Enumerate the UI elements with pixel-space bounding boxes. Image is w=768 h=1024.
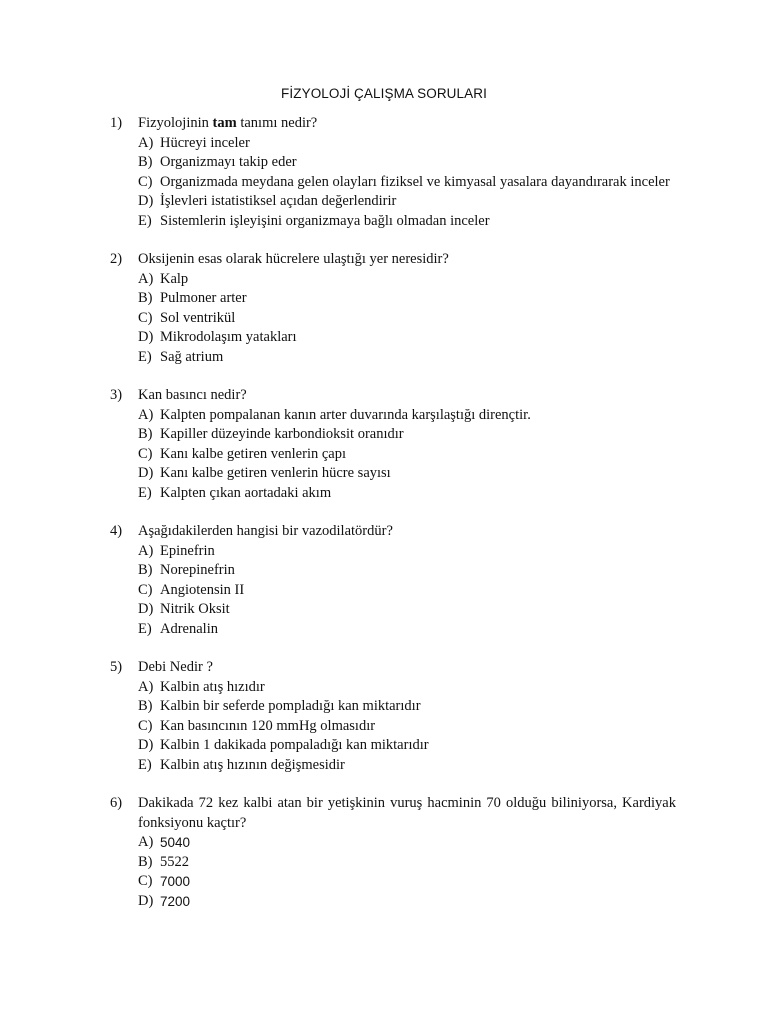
option-list	[138, 833, 676, 911]
question-number: 4)	[110, 523, 123, 539]
option-text: Kapiller düzeyinde karbondioksit oranıdır	[160, 426, 404, 442]
option-letter: D)	[138, 329, 154, 345]
option-letter: A)	[138, 678, 154, 695]
option-b	[138, 561, 676, 581]
option-list	[138, 406, 676, 504]
option-e	[138, 756, 676, 776]
option-text: Organizmada meydana gelen olayları fiziksel ve kimyasal yasalara dayandırarak inceler	[160, 173, 670, 190]
question-text: Debi Nedir ?	[138, 659, 213, 675]
option-text: Kalbin atış hızıdır	[160, 678, 265, 695]
option-letter: E)	[138, 484, 152, 501]
option-d	[138, 736, 676, 756]
option-b	[138, 697, 676, 717]
option-letter: E)	[138, 620, 152, 637]
question-number: 6)	[110, 795, 123, 811]
option-text: Epinefrin	[160, 542, 215, 559]
option-letter: D)	[138, 892, 154, 909]
option-list	[138, 678, 676, 776]
option-letter: D)	[138, 737, 154, 753]
option-text: Sistemlerin işleyişini organizmaya bağlı olmadan inceler	[160, 212, 490, 229]
option-a	[138, 678, 676, 698]
option-text: Kalpten pompalanan kanın arter duvarında karşılaştığı dirençtir.	[160, 406, 531, 423]
option-c	[138, 581, 676, 601]
option-text: Kalbin atış hızının değişmesidir	[160, 756, 345, 773]
option-b	[138, 153, 676, 173]
option-c	[138, 445, 676, 465]
question-3	[110, 386, 676, 503]
question-1	[110, 114, 676, 231]
option-a	[138, 406, 676, 426]
option-letter: D)	[138, 465, 154, 481]
option-letter: C)	[138, 309, 153, 326]
option-letter: C)	[138, 445, 153, 462]
option-b	[138, 425, 676, 445]
option-c	[138, 717, 676, 737]
document-title: FİZYOLOJİ ÇALIŞMA SORULARI	[281, 86, 487, 101]
option-letter: D)	[138, 601, 154, 617]
question-list	[110, 114, 676, 930]
option-b	[138, 289, 676, 309]
option-a	[138, 270, 676, 290]
option-c	[138, 173, 676, 193]
option-text: Kalp	[160, 270, 189, 287]
option-letter: A)	[138, 834, 154, 850]
option-letter: A)	[138, 270, 154, 287]
question-text-emphasis: tam	[212, 115, 237, 131]
option-list	[138, 270, 676, 368]
option-c	[138, 309, 676, 329]
option-d	[138, 328, 676, 348]
question-number: 3)	[110, 387, 123, 403]
option-text: Sol ventrikül	[160, 309, 236, 326]
option-d	[138, 600, 676, 620]
option-text: Kanı kalbe getiren venlerin çapı	[160, 445, 347, 462]
option-letter: E)	[138, 756, 152, 773]
option-text: Hücreyi inceler	[160, 134, 250, 151]
option-letter: B)	[138, 154, 153, 170]
question-5	[110, 658, 676, 775]
option-d	[138, 464, 676, 484]
option-text: Norepinefrin	[160, 562, 235, 578]
option-letter: A)	[138, 406, 154, 423]
option-text: Kanı kalbe getiren venlerin hücre sayısı	[160, 465, 391, 481]
option-a	[138, 134, 676, 154]
option-text: İşlevleri istatistiksel açıdan değerlendirir	[160, 193, 397, 209]
option-letter: A)	[138, 542, 154, 559]
option-e	[138, 484, 676, 504]
option-text: Sağ atrium	[160, 348, 224, 365]
option-letter: C)	[138, 173, 153, 190]
option-letter: E)	[138, 348, 152, 365]
option-letter: C)	[138, 873, 153, 889]
option-a	[138, 542, 676, 562]
option-letter: B)	[138, 290, 153, 306]
question-text: Kan basıncı nedir?	[138, 387, 247, 403]
option-list	[138, 134, 676, 232]
option-b	[138, 853, 676, 873]
option-text: 7200	[160, 893, 191, 909]
option-a	[138, 833, 676, 853]
option-text: Kalbin bir seferde pompladığı kan miktarıdır	[160, 698, 421, 714]
option-letter: B)	[138, 853, 153, 870]
option-text: Organizmayı takip eder	[160, 154, 297, 170]
option-text: 7000	[160, 874, 191, 889]
question-text: Aşağıdakilerden hangisi bir vazodilatördür?	[138, 523, 393, 539]
question-text-part: Fizyolojinin	[138, 115, 213, 131]
option-c	[138, 872, 676, 892]
option-text: Mikrodolaşım yatakları	[160, 329, 297, 345]
question-number: 2)	[110, 251, 123, 267]
option-text: Kan basıncının 120 mmHg olmasıdır	[160, 717, 376, 734]
option-letter: B)	[138, 562, 153, 578]
option-e	[138, 620, 676, 640]
option-text: Adrenalin	[160, 620, 218, 637]
option-letter: B)	[138, 698, 153, 714]
option-letter: A)	[138, 134, 154, 151]
option-text: Pulmoner arter	[160, 290, 247, 306]
question-4	[110, 522, 676, 639]
question-2	[110, 250, 676, 367]
option-list	[138, 542, 676, 640]
option-text: Kalpten çıkan aortadaki akım	[160, 484, 332, 501]
option-text: 5040	[160, 835, 191, 850]
option-text: Angiotensin II	[160, 581, 245, 598]
question-number: 5)	[110, 659, 123, 675]
option-text: Nitrik Oksit	[160, 601, 230, 617]
question-text-part: tanımı nedir?	[236, 115, 318, 131]
option-d	[138, 192, 676, 212]
option-letter: C)	[138, 581, 153, 598]
option-d	[138, 892, 676, 912]
option-letter: B)	[138, 426, 153, 442]
question-text: Dakikada 72 kez kalbi atan bir yetişkinin vuruş hacminin 70 olduğu biliniyorsa, Kardiyak fonksiyonu kaçtır?	[138, 795, 676, 831]
question-number: 1)	[110, 115, 123, 131]
question-text	[138, 114, 676, 134]
option-e	[138, 212, 676, 232]
question-text: Oksijenin esas olarak hücrelere ulaştığı yer neresidir?	[138, 251, 449, 267]
option-text: 5522	[160, 853, 189, 870]
option-letter: D)	[138, 193, 154, 209]
option-text: Kalbin 1 dakikada pompaladığı kan miktarıdır	[160, 737, 429, 753]
option-letter: E)	[138, 212, 152, 229]
question-6	[110, 794, 676, 911]
option-e	[138, 348, 676, 368]
option-letter: C)	[138, 717, 153, 734]
